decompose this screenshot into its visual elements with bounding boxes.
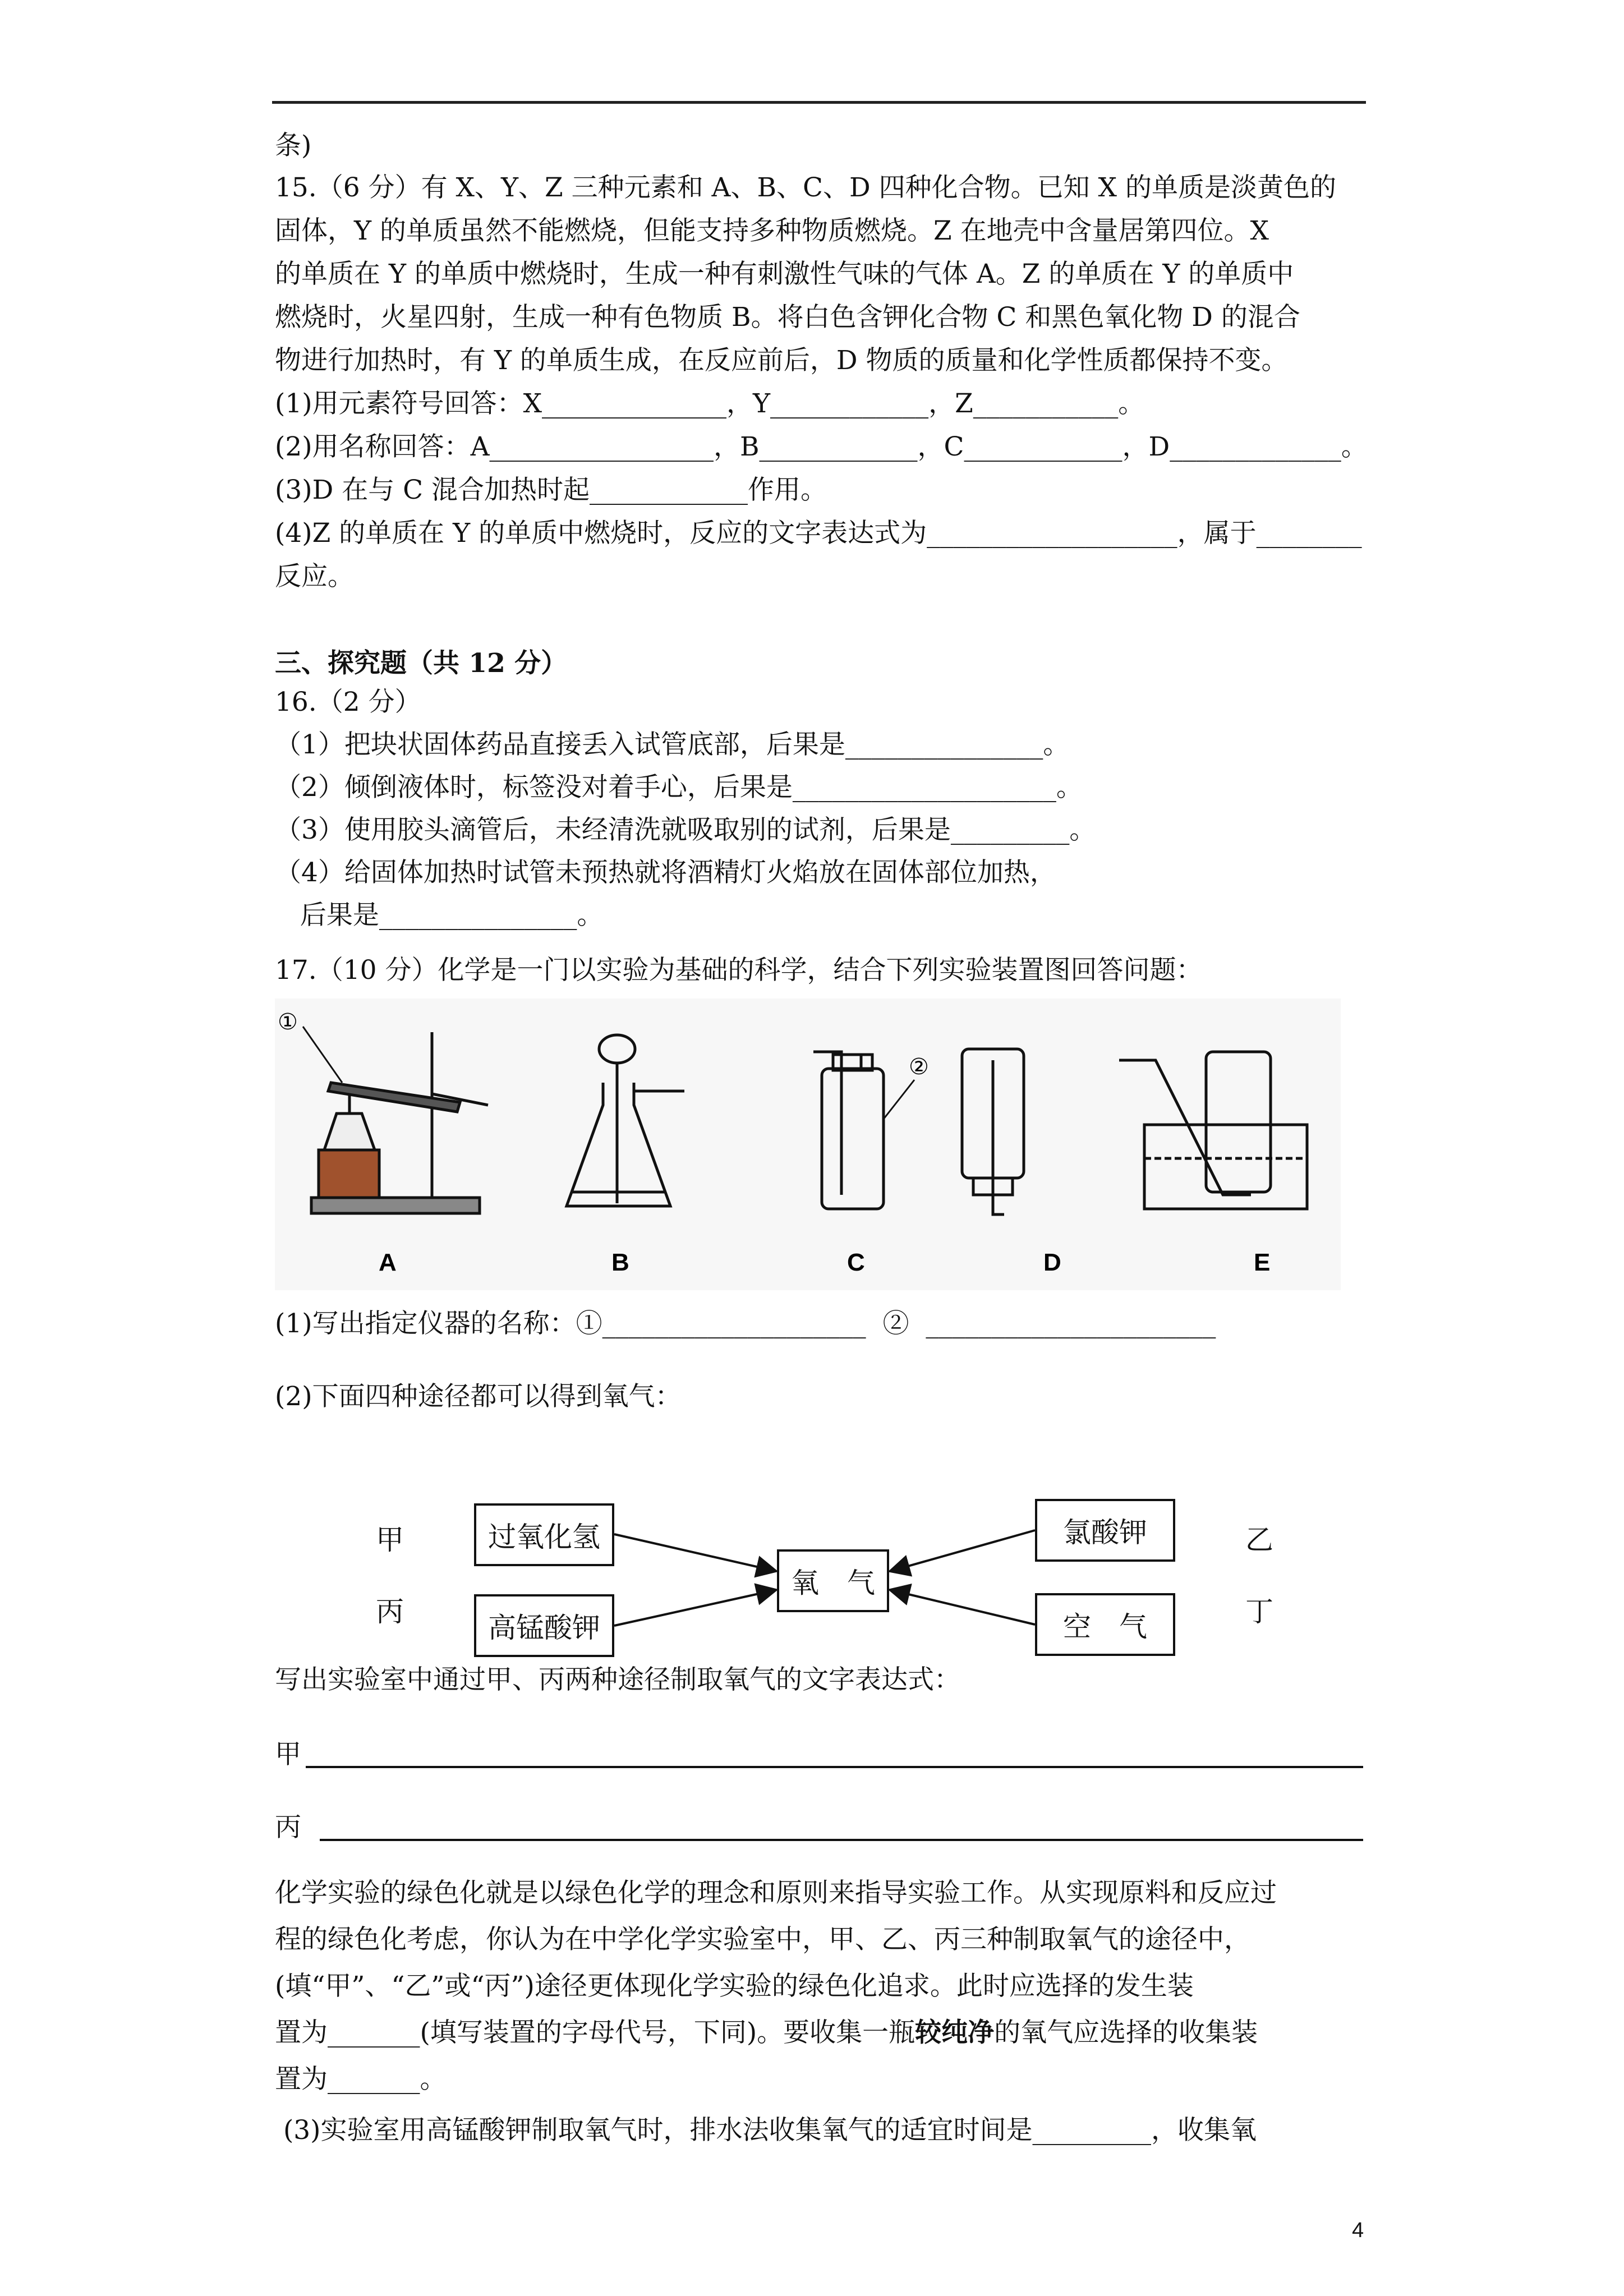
continued-text: 条) <box>275 130 312 161</box>
answer-line-bing <box>320 1839 1363 1841</box>
green-chem-emphasis: 较纯净 <box>915 2017 995 2048</box>
label-d: D <box>1043 1249 1061 1276</box>
q15-part3: (3)D 在与 C 混合加热时起____________作用。 <box>275 475 827 505</box>
q15-part4: (4)Z 的单质在 Y 的单质中燃烧时，反应的文字表达式为___________________，属于________ <box>275 518 1362 549</box>
green-chem-line4-c: 的氧气应选择的收集装 <box>994 2017 1258 2048</box>
q15-line5: 物进行加热时，有 Y 的单质生成，在反应前后，D 物质的质量和化学性质都保持不变。 <box>275 345 1288 376</box>
q15-part2: (2)用名称回答：A_________________，B____________，C____________，D_____________。 <box>275 431 1368 462</box>
green-chem-line1: 化学实验的绿色化就是以绿色化学的理念和原则来指导实验工作。从实现原料和反应过 <box>275 1878 1277 1908</box>
q15-line2: 固体，Y 的单质虽然不能燃烧，但能支持多种物质燃烧。Z 在地壳中含量居第四位。X <box>275 215 1269 246</box>
q17-part1: (1)写出指定仪器的名称：①____________________ ② ______________________ <box>275 1308 1216 1339</box>
q15-line1: 15.（6 分）有 X、Y、Z 三种元素和 A、B、C、D 四种化合物。已知 X 的单质是淡黄色的 <box>275 172 1336 203</box>
q15-part4-end: 反应。 <box>275 561 354 592</box>
q15-part1: (1)用元素符号回答：X______________，Y____________，Z___________。 <box>275 388 1145 419</box>
q16-sub3: （3）使用胶头滴管后，未经清洗就吸取别的试剂，后果是_________。 <box>275 815 1096 845</box>
green-chem-line4 <box>275 2016 1258 2050</box>
route-yi-label: 乙 <box>1245 1524 1273 1556</box>
label-a: A <box>379 1249 397 1276</box>
q16-sub4-end: 后果是_______________。 <box>275 900 604 931</box>
page-number: 4 <box>1352 2219 1364 2242</box>
box-air: 空 气 <box>1035 1593 1175 1656</box>
label-e: E <box>1254 1249 1271 1276</box>
q17-write-prompt: 写出实验室中通过甲、丙两种途径制取氧气的文字表达式： <box>275 1664 960 1695</box>
route-jia-label: 甲 <box>376 1524 404 1556</box>
lab-apparatus-figure <box>275 999 1341 1290</box>
q17-part3: (3)实验室用高锰酸钾制取氧气时，排水法收集氧气的适宜时间是_________，收集氧 <box>275 2115 1257 2146</box>
q16-sub2: （2）倾倒液体时，标签没对着手心，后果是____________________。 <box>275 772 1083 803</box>
box-potassium-permanganate: 高锰酸钾 <box>474 1594 614 1657</box>
route-ding-label: 丁 <box>1245 1595 1273 1628</box>
q17-head: 17.（10 分）化学是一门以实验为基础的科学，结合下列实验装置图回答问题： <box>275 955 1203 986</box>
header-rule <box>272 101 1366 104</box>
q16-sub4: （4）给固体加热时试管未预热就将酒精灯火焰放在固体部位加热， <box>275 857 1056 888</box>
q17-part2: (2)下面四种途径都可以得到氧气： <box>275 1381 682 1412</box>
label-c: C <box>847 1249 865 1276</box>
answer-line-jia <box>306 1766 1363 1768</box>
answer-bing-label: 丙 <box>275 1812 301 1843</box>
q16-head: 16.（2 分） <box>275 687 421 717</box>
label-b: B <box>611 1249 629 1276</box>
marker-2: ② <box>909 1054 929 1080</box>
route-bing-label: 丙 <box>376 1595 404 1628</box>
q15-line3: 的单质在 Y 的单质中燃烧时，生成一种有刺激性气味的气体 A。Z 的单质在 Y 的单质中 <box>275 259 1294 289</box>
answer-jia-label: 甲 <box>275 1739 301 1770</box>
box-hydrogen-peroxide: 过氧化氢 <box>474 1503 614 1566</box>
section-title-explore: 三、探究题（共 12 分） <box>275 648 568 679</box>
marker-1: ① <box>278 1009 298 1035</box>
box-potassium-chlorate: 氯酸钾 <box>1035 1499 1175 1562</box>
green-chem-line3: (填“甲”、“乙”或“丙”)途径更体现化学实验的绿色化追求。此时应选择的发生装 <box>275 1971 1194 2001</box>
q15-line4: 燃烧时，火星四射，生成一种有色物质 B。将白色含钾化合物 C 和黑色氧化物 D 的混合 <box>275 302 1300 333</box>
green-chem-line2: 程的绿色化考虑，你认为在中学化学实验室中，甲、乙、丙三种制取氧气的途径中， <box>275 1924 1250 1955</box>
box-oxygen: 氧 气 <box>777 1549 889 1612</box>
green-chem-line5: 置为_______。 <box>275 2064 447 2095</box>
green-chem-line4-a: 置为_______(填写装置的字母代号，下同)。要收集一瓶 <box>275 2017 915 2048</box>
q16-sub1: （1）把块状固体药品直接丢入试管底部，后果是_______________。 <box>275 729 1070 760</box>
